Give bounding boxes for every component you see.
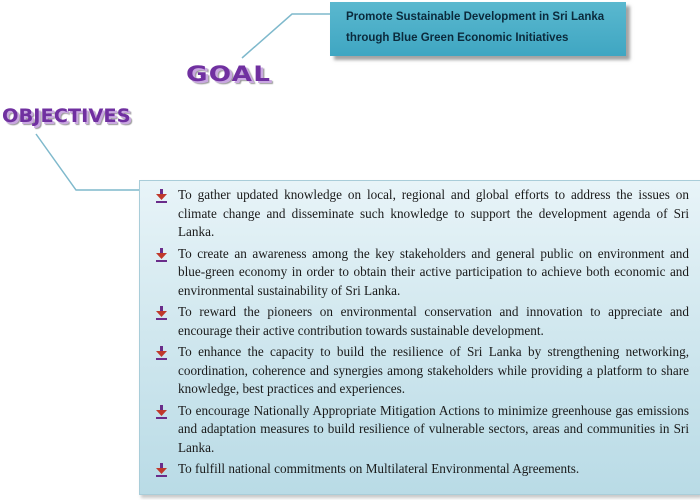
goal-connector <box>242 14 330 58</box>
objectives-heading: OBJECTIVES <box>2 105 131 127</box>
goal-text-line1: Promote Sustainable Development in Sri Lanka <box>346 11 605 23</box>
objective-text: To create an awareness among the key stakeholders and general public on environment and blue-green economy in order to obtain their active participation to achieve both economic and environmental sustainability of Sri Lanka. <box>178 245 689 298</box>
down-arrow-bullet-icon <box>155 306 169 320</box>
objective-item <box>155 303 689 340</box>
objective-text: To encourage Nationally Appropriate Mitigation Actions to minimize greenhouse gas emissions and adaptation measures to build resilience of vulnerable sectors, areas and communities in Sri Lanka. <box>178 402 689 455</box>
objective-text: To gather updated knowledge on local, regional and global efforts to address the issues on climate change and disseminate such knowledge to support the development agenda of Sri Lanka. <box>178 187 689 239</box>
down-arrow-bullet-icon <box>155 463 169 477</box>
down-arrow-bullet-icon <box>155 346 169 360</box>
objective-item <box>155 460 689 479</box>
objective-text: To enhance the capacity to build the resilience of Sri Lanka by strengthening networking, coordination, coherence and synergies among stakeholders while providing a platform to share knowledge, best practices and experiences. <box>178 344 689 396</box>
goal-box <box>330 2 626 56</box>
down-arrow-bullet-icon <box>155 189 169 203</box>
goal-heading: GOAL <box>186 62 272 86</box>
objective-item <box>155 245 689 301</box>
down-arrow-bullet-icon <box>155 248 169 262</box>
down-arrow-bullet-icon <box>155 405 169 419</box>
objective-item <box>155 402 689 458</box>
objectives-list <box>155 186 689 482</box>
objective-item <box>155 343 689 399</box>
objectives-connector <box>36 134 139 190</box>
goal-text-line2: through Blue Green Economic Initiatives <box>346 32 569 44</box>
objective-text: To reward the pioneers on environmental conservation and innovation to appreciate and encourage their active contribution towards sustainable development. <box>178 304 689 338</box>
objective-text: To fulfill national commitments on Multilateral Environmental Agreements. <box>178 461 580 476</box>
objective-item <box>155 186 689 242</box>
